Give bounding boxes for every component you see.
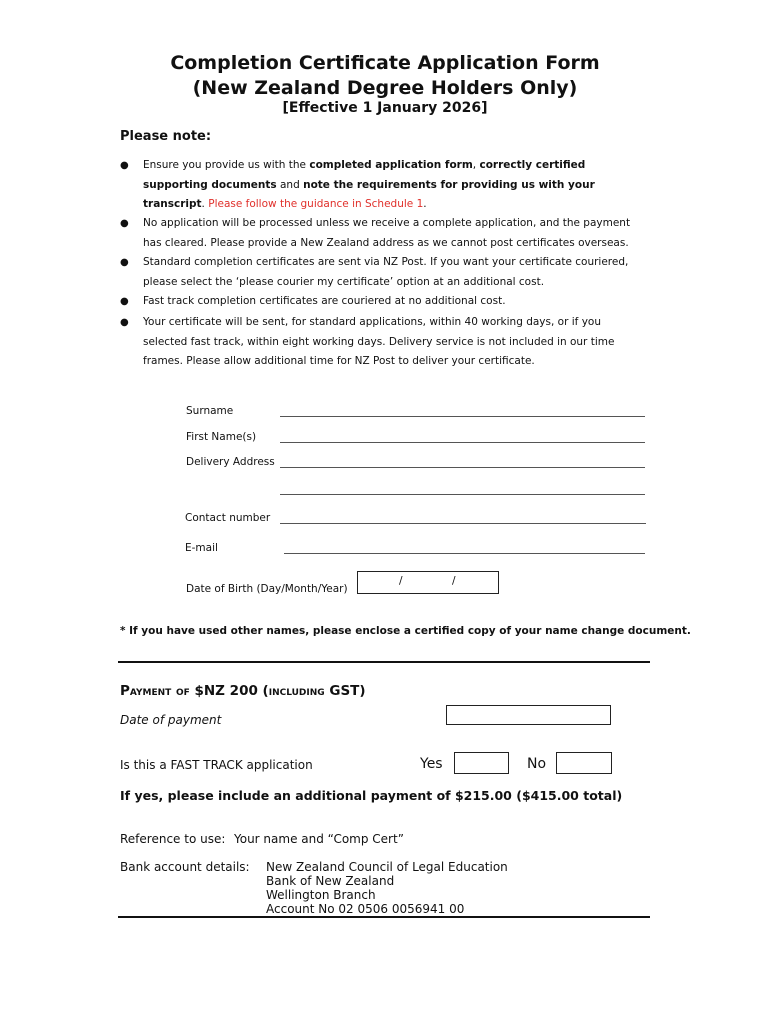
bank-account-name: New Zealand Council of Legal Education [266,860,508,874]
delivery-address-field-line1[interactable] [280,467,645,468]
reference-label: Reference to use: [120,832,226,846]
dob-label: Date of Birth (Day/Month/Year) [186,583,348,595]
first-names-label: First Name(s) [186,431,257,443]
form-title-line2: (New Zealand Degree Holders Only) [192,77,578,99]
bullet-dot-icon: ● [120,296,129,307]
reference-value: Your name and “Comp Cert” [234,832,404,846]
note-bullet-text [143,292,640,312]
bank-details [266,860,508,916]
note-text-part: . [423,198,427,210]
dob-input-box[interactable] [357,571,499,594]
note-text-part: Your certificate will be sent, for standard applications, within 40 working days, or if you selected fast track, within eight working days. Delivery service is not included in our time frames. Please allow additional time for NZ Post to deliver your certificate. [143,316,615,367]
delivery-address-label: Delivery Address [186,456,275,468]
bullet-dot-icon: ● [120,317,129,328]
date-of-payment-field[interactable] [446,705,611,725]
section-divider [118,916,650,918]
bank-account-number: Account No 02 0506 0056941 00 [266,902,465,916]
bank-account-label: Bank account details: [120,860,250,874]
note-text-part: No application will be processed unless we receive a complete application, and the payment has cleared. Please provide a New Zealand address as we cannot post certificates overseas. [143,217,631,249]
dob-separator: / [452,575,456,587]
no-label: No [527,756,547,772]
email-label: E-mail [185,542,218,554]
note-bullet-text [143,253,640,292]
contact-number-label: Contact number [185,512,271,524]
section-divider [118,661,650,663]
yes-label: Yes [420,756,443,772]
bullet-dot-icon: ● [120,218,129,229]
bank-name: Bank of New Zealand [266,874,395,888]
note-bullet-4 [120,292,640,312]
note-bullet-text [143,313,640,372]
note-text-part: . [201,198,209,210]
note-bullet-1 [120,156,640,215]
fast-track-yes-checkbox[interactable] [454,752,509,774]
note-bullet-text [143,214,640,253]
bank-branch: Wellington Branch [266,888,376,902]
name-change-note: * If you have used other names, please enclose a certified copy of your name change document. [120,625,691,637]
surname-field[interactable] [280,416,645,417]
note-text-part: Ensure you provide us with the [143,159,310,171]
note-bullet-5 [120,313,640,372]
fast-track-payment-note: If yes, please include an additional payment of $215.00 ($415.00 total) [120,788,623,803]
note-text-part: completed application form [309,159,473,171]
email-field[interactable] [284,553,645,554]
note-bullet-text [143,156,640,215]
contact-number-field[interactable] [280,523,646,524]
fast-track-label: Is this a FAST TRACK application [120,758,313,772]
fast-track-no-checkbox[interactable] [556,752,612,774]
dob-separator: / [399,575,403,587]
note-text-part: Fast track completion certificates are couriered at no additional cost. [143,295,506,307]
bullet-dot-icon: ● [120,257,129,268]
date-of-payment-label: Date of payment [120,713,222,727]
note-bullet-2 [120,214,640,253]
delivery-address-field-line2[interactable] [280,494,645,495]
note-text-part: , [472,159,480,171]
effective-date: [Effective 1 January 2026] [282,100,488,116]
surname-label: Surname [186,405,234,417]
payment-heading: Payment of $NZ 200 (including GST) [120,683,366,699]
first-names-field[interactable] [280,442,645,443]
note-text-part: Please follow the guidance in Schedule 1 [208,198,424,210]
note-text-part: Standard completion certificates are sent via NZ Post. If you want your certificate couriered, please select the ‘please courier my certificate’ option at an additional cost. [143,256,629,288]
note-bullet-3 [120,253,640,292]
bullet-dot-icon: ● [120,160,129,171]
form-title-line1: Completion Certificate Application Form [170,52,600,74]
please-note-heading: Please note: [120,129,212,144]
note-text-part: correctly certified supporting documents [143,159,586,191]
note-text-part: note the requirements for providing us with your transcript [143,178,595,210]
note-text-part: and [276,178,304,191]
